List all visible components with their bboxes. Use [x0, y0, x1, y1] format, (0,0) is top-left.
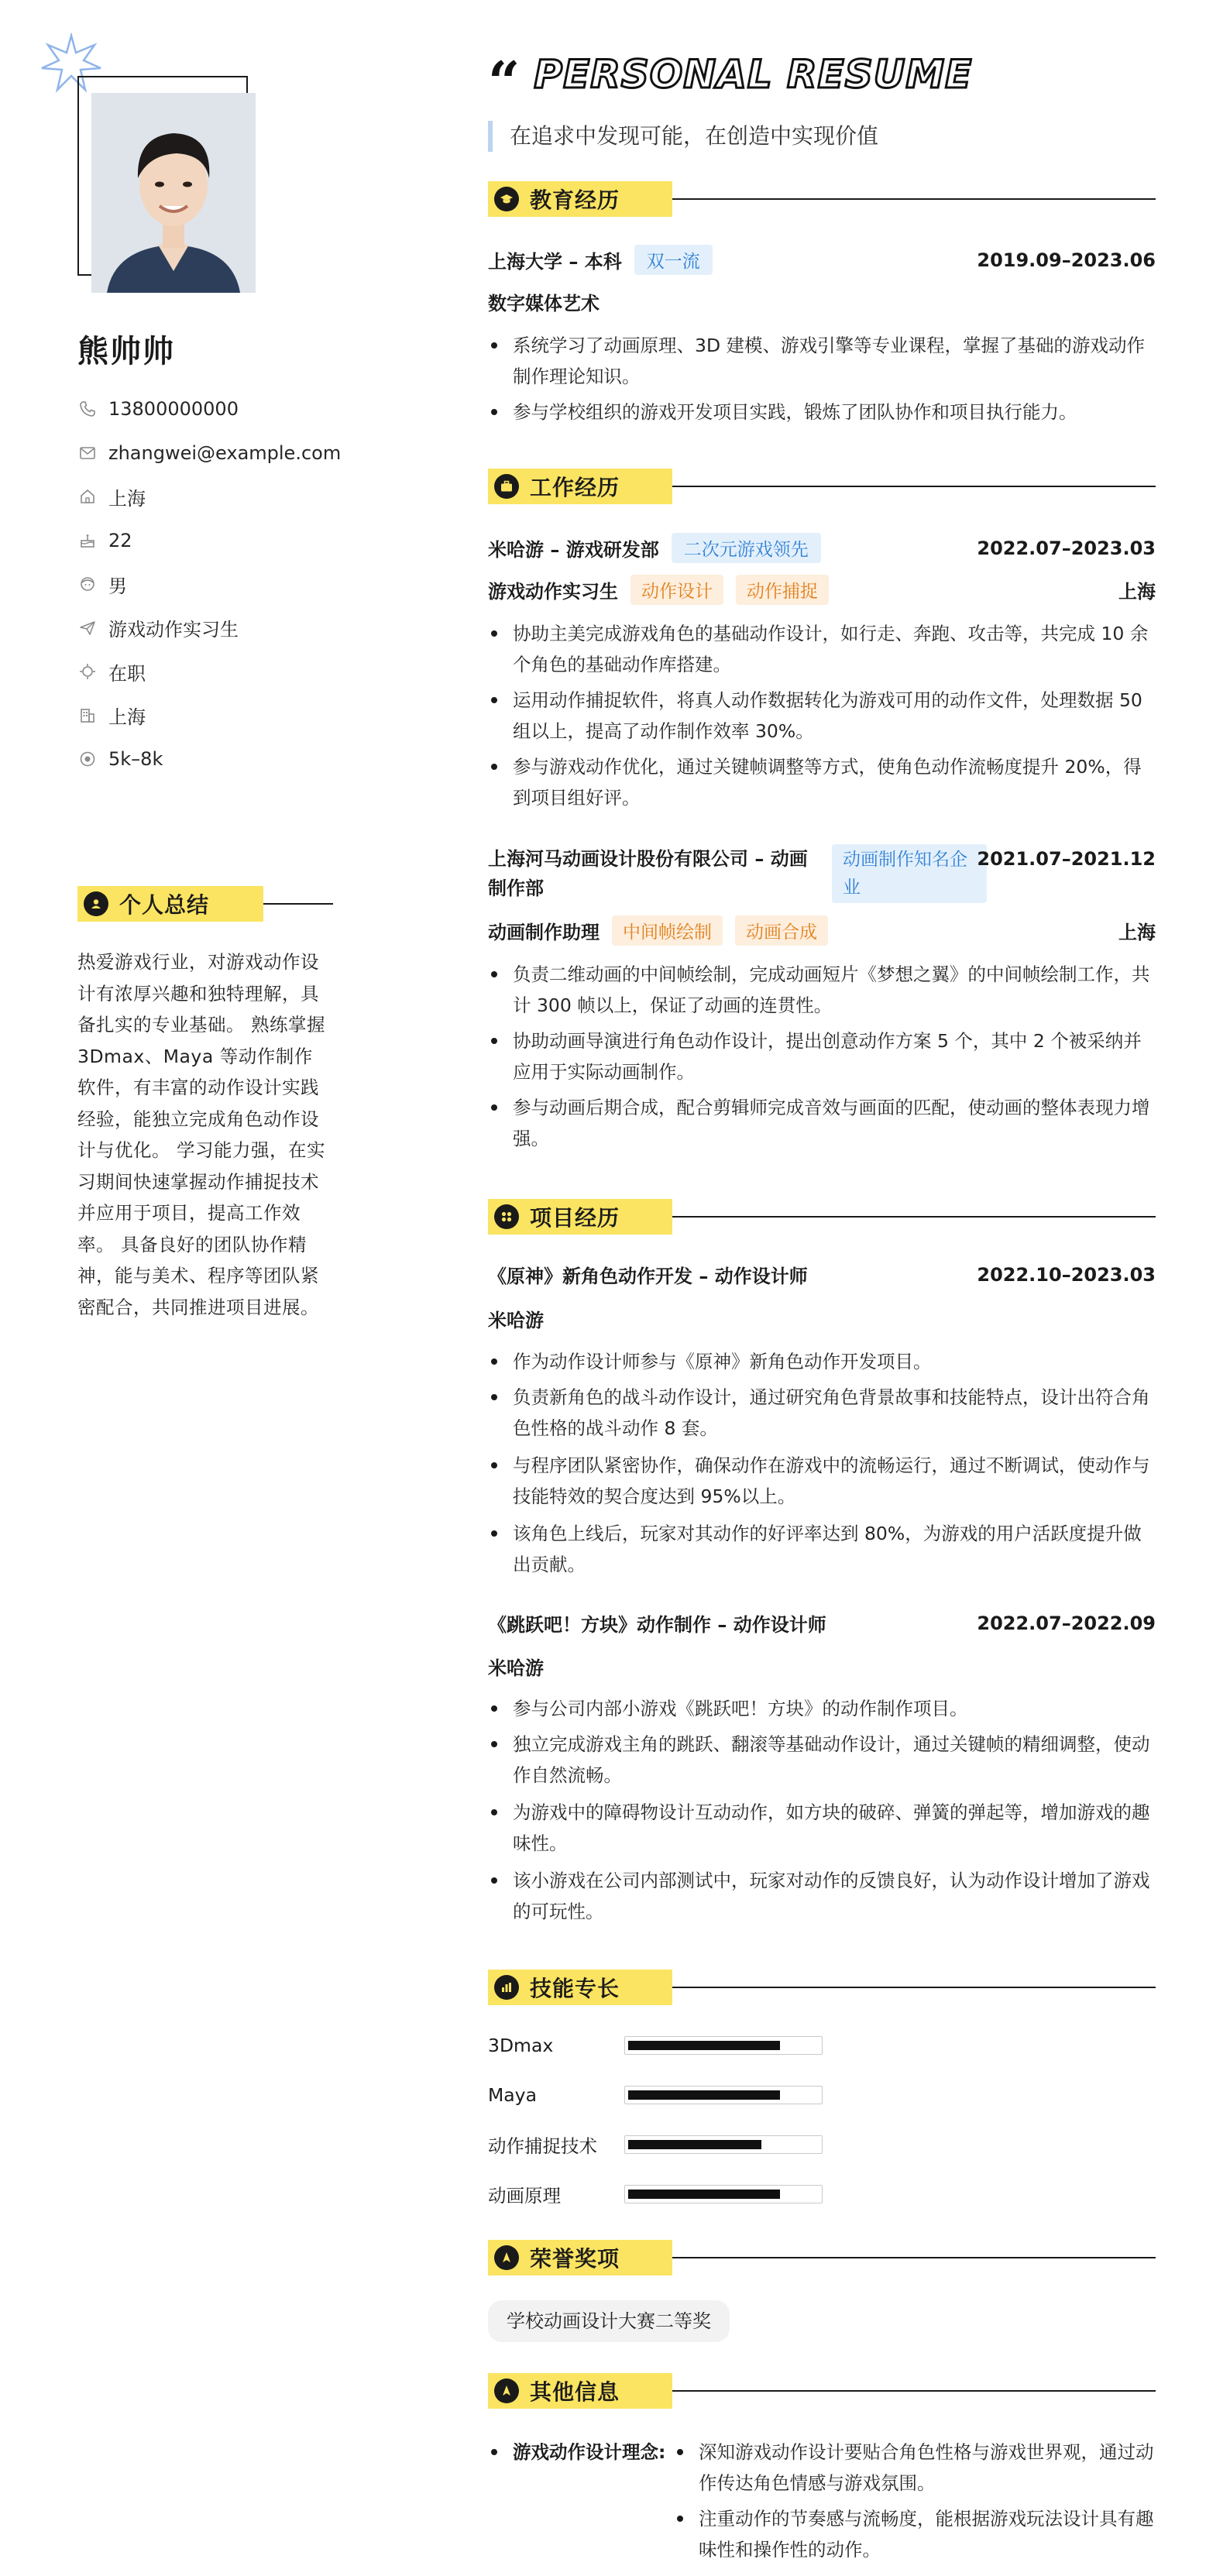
info-salary [77, 737, 403, 781]
slogan: 在追求中发现可能，在创造中实现价值 [488, 121, 878, 152]
skill-level-bar [624, 2086, 823, 2104]
job-row [488, 533, 1156, 563]
skill-level-bar [624, 2185, 823, 2203]
job-row [488, 844, 1156, 903]
bullet-dot [677, 2449, 683, 2455]
info-work-city [77, 694, 403, 738]
section-rule [672, 2390, 1156, 2392]
project-bullet: 为游戏中的障碍物设计互动动作，如方块的破碎、弹簧的弹起等，增加游戏的趣味性。 [488, 1797, 1156, 1859]
project-bullet: 该角色上线后，玩家对其动作的好评率达到 80%，为游戏的用户活跃度提升做出贡献。 [488, 1518, 1156, 1580]
job-date: 2022.07–2023.03 [977, 537, 1156, 559]
other-info-bullet [674, 2437, 1156, 2499]
info-salary-value: 5k–8k [108, 748, 163, 771]
medal-icon [494, 2245, 519, 2270]
project-bullet: 作为动作设计师参与《原神》新角色动作开发项目。 [488, 1346, 1156, 1377]
project-bullet: 该小游戏在公司内部测试中，玩家对动作的反馈良好，认为动作设计增加了游戏的可玩性。 [488, 1865, 1156, 1927]
info-email [77, 431, 403, 476]
bullet-dot [677, 2516, 683, 2522]
job-role-row [488, 575, 1156, 605]
section-title-other: 其他信息 [530, 2379, 620, 2405]
status-icon [77, 661, 98, 682]
resume-title-block [488, 43, 973, 115]
award-badge: 学校动画设计大赛二等奖 [488, 2300, 730, 2342]
section-rule [672, 486, 1156, 487]
skill-item [488, 2080, 823, 2111]
project-org: 米哈游 [488, 1310, 544, 1331]
job-role: 动画制作助理 [488, 922, 600, 943]
skill-name: 动画原理 [488, 2185, 561, 2207]
job-skill-tag: 动作设计 [630, 575, 723, 605]
education-major: 数字媒体艺术 [488, 293, 600, 314]
job-city: 上海 [1118, 581, 1156, 603]
job-skill-tag: 动作捕捉 [736, 575, 829, 605]
mail-icon [77, 443, 98, 463]
job-tag: 二次元游戏领先 [672, 533, 821, 563]
job-company-line: 制作部 [488, 878, 544, 899]
other-info-bullet-text: 注重动作的节奏感与流畅度，能根据游戏玩法设计具有趣味性和操作性的动作。 [699, 2508, 1154, 2561]
section-header-skills [488, 1970, 1156, 2005]
avatar [91, 93, 256, 293]
skill-level-fill [628, 2041, 780, 2050]
info-age [77, 519, 403, 563]
skill-level-fill [628, 2140, 761, 2149]
section-header-projects [488, 1199, 1156, 1235]
grid-icon [494, 1204, 519, 1229]
info-status-value: 在职 [108, 662, 146, 685]
education-bullet: 系统学习了动画原理、3D 建模、游戏引擎等专业课程，掌握了基础的游戏动作制作理论知识。 [488, 330, 1156, 392]
other-info-bullet [674, 2503, 1156, 2565]
education-row [488, 245, 1156, 275]
briefcase-icon [494, 474, 519, 499]
project-bullet: 独立完成游戏主角的跳跃、翻滚等基础动作设计，通过关键帧的精细调整，使动作自然流畅。 [488, 1729, 1156, 1791]
section-rule [263, 903, 333, 905]
project-row [488, 1261, 1156, 1288]
project-name: 《跳跃吧！方块》动作制作 – 动作设计师 [488, 1614, 826, 1636]
info-phone-value: 13800000000 [108, 398, 239, 421]
job-bullet: 运用动作捕捉软件，将真人动作数据转化为游戏可用的动作文件，处理数据 50 组以上，提高了动作制作效率 30%。 [488, 685, 1156, 747]
project-bullet: 参与公司内部小游戏《跳跃吧！方块》的动作制作项目。 [488, 1693, 1156, 1724]
section-title-skills: 技能专长 [530, 1976, 620, 2001]
education-bullet: 参与学校组织的游戏开发项目实践，锻炼了团队协作和项目执行能力。 [488, 397, 1156, 428]
section-rule [672, 198, 1156, 200]
resume-title: PERSONAL RESUME [534, 52, 973, 97]
gender-icon [77, 574, 98, 594]
info-status [77, 650, 403, 694]
info-phone [77, 387, 403, 431]
section-header-education [488, 181, 1156, 217]
candidate-name: 熊帅帅 [77, 334, 175, 369]
cake-icon [77, 531, 98, 551]
skill-level-bar [624, 2036, 823, 2055]
job-city: 上海 [1118, 922, 1156, 943]
education-date: 2019.09–2023.06 [977, 249, 1156, 271]
info-gender-value: 男 [108, 575, 127, 597]
info-location [77, 475, 403, 519]
job-bullet: 参与动画后期合成，配合剪辑师完成音效与画面的匹配，使动画的整体表现力增强。 [488, 1092, 1156, 1154]
quote-mark-icon: “ [488, 49, 521, 115]
section-title-projects: 项目经历 [530, 1205, 620, 1231]
section-title-work: 工作经历 [530, 475, 620, 500]
skill-item [488, 2030, 823, 2061]
section-rule [672, 1216, 1156, 1218]
section-header-summary [77, 886, 333, 922]
project-bullet: 与程序团队紧密协作，确保动作在游戏中的流畅运行，通过不断调试，使动作与技能特效的契合度达到 95%以上。 [488, 1450, 1156, 1512]
user-icon [84, 891, 108, 916]
other-info-label [488, 2437, 665, 2468]
skill-item [488, 2129, 823, 2160]
skill-level-bar [624, 2135, 823, 2154]
section-header-work [488, 469, 1156, 504]
contact-info-list [77, 387, 403, 781]
section-rule [672, 1987, 1156, 1988]
info-work-city-value: 上海 [108, 706, 146, 729]
job-skill-tag: 动画合成 [735, 915, 828, 946]
info-location-value: 上海 [108, 487, 146, 510]
job-tag-line: 业 [843, 878, 861, 898]
job-date: 2021.07–2021.12 [977, 848, 1156, 870]
skill-name: Maya [488, 2084, 537, 2106]
section-rule [672, 2257, 1156, 2258]
bar-chart-icon [494, 1975, 519, 2000]
info-gender [77, 562, 403, 606]
other-info-label-text: 游戏动作设计理念: [513, 2441, 666, 2463]
job-tag-line: 动画制作知名企 [843, 850, 967, 870]
job-bullet: 负责二维动画的中间帧绘制，完成动画短片《梦想之翼》的中间帧绘制工作，共计 300 帧以上，保证了动画的连贯性。 [488, 959, 1156, 1021]
section-title-education: 教育经历 [530, 187, 620, 213]
summary-text: 热爱游戏行业，对游戏动作设计有浓厚兴趣和独特理解，具备扎实的专业基础。 熟练掌握3Dmax、Maya 等动作制作软件，有丰富的动作设计实践经验，能独立完成角色动作设计与优化。 学习能力强，在实习期间快速掌握动作捕捉技术并应用于项目，提高工作效率。 具备良好的团队协作精神，能与美术、程序等团队紧密配合，共同推进项目进展。 [77, 951, 325, 1318]
job-bullet: 协助动画导演进行角色动作设计，提出创意动作方案 5 个，其中 2 个被采纳并应用于实际动画制作。 [488, 1025, 1156, 1087]
left-column [0, 0, 434, 2576]
job-skill-tag: 中间帧绘制 [612, 915, 723, 946]
job-tag [832, 844, 987, 903]
project-org: 米哈游 [488, 1657, 544, 1679]
salary-icon [77, 749, 98, 769]
job-role: 游戏动作实习生 [488, 581, 618, 603]
education-tag: 双一流 [634, 245, 713, 275]
info-age-value: 22 [108, 529, 132, 551]
job-company: 米哈游 – 游戏研发部 [488, 539, 659, 561]
section-title-summary: 个人总结 [119, 892, 210, 918]
phone-icon [77, 399, 98, 419]
info-position [77, 606, 403, 651]
skill-level-fill [628, 2190, 780, 2199]
info-email-value: zhangwei@example.com [108, 441, 342, 464]
job-company-line: 上海河马动画设计股份有限公司 – 动画 [488, 848, 808, 870]
section-title-awards: 荣誉奖项 [530, 2246, 620, 2272]
send-icon [77, 618, 98, 638]
project-bullet: 负责新角色的战斗动作设计，通过研究角色背景故事和技能特点，设计出符合角色性格的战斗动作 8 套。 [488, 1382, 1156, 1444]
project-date: 2022.10–2023.03 [977, 1263, 1156, 1286]
skill-name: 3Dmax [488, 2035, 554, 2056]
section-header-other [488, 2373, 1156, 2409]
project-name: 《原神》新角色动作开发 – 动作设计师 [488, 1266, 808, 1287]
home-icon [77, 486, 98, 507]
skill-level-fill [628, 2090, 780, 2100]
info-position-value: 游戏动作实习生 [108, 619, 239, 641]
graduation-cap-icon [494, 187, 519, 211]
bullet-dot [491, 2449, 497, 2455]
skill-item [488, 2179, 823, 2210]
info-icon [494, 2379, 519, 2403]
skill-name: 动作捕捉技术 [488, 2135, 597, 2157]
project-date: 2022.07–2022.09 [977, 1612, 1156, 1634]
job-role-row [488, 915, 1156, 946]
section-header-awards [488, 2240, 1156, 2275]
project-row [488, 1609, 1156, 1637]
building-icon [77, 706, 98, 726]
job-bullet: 协助主美完成游戏角色的基础动作设计，如行走、奔跑、攻击等，共完成 10 余个角色的基础动作库搭建。 [488, 618, 1156, 680]
education-school: 上海大学 – 本科 [488, 251, 622, 273]
other-info-bullet-text: 深知游戏动作设计要贴合角色性格与游戏世界观，通过动作传达角色情感与游戏氛围。 [699, 2441, 1154, 2494]
job-bullet: 参与游戏动作优化，通过关键帧调整等方式，使角色动作流畅度提升 20%，得到项目组好评。 [488, 751, 1156, 813]
